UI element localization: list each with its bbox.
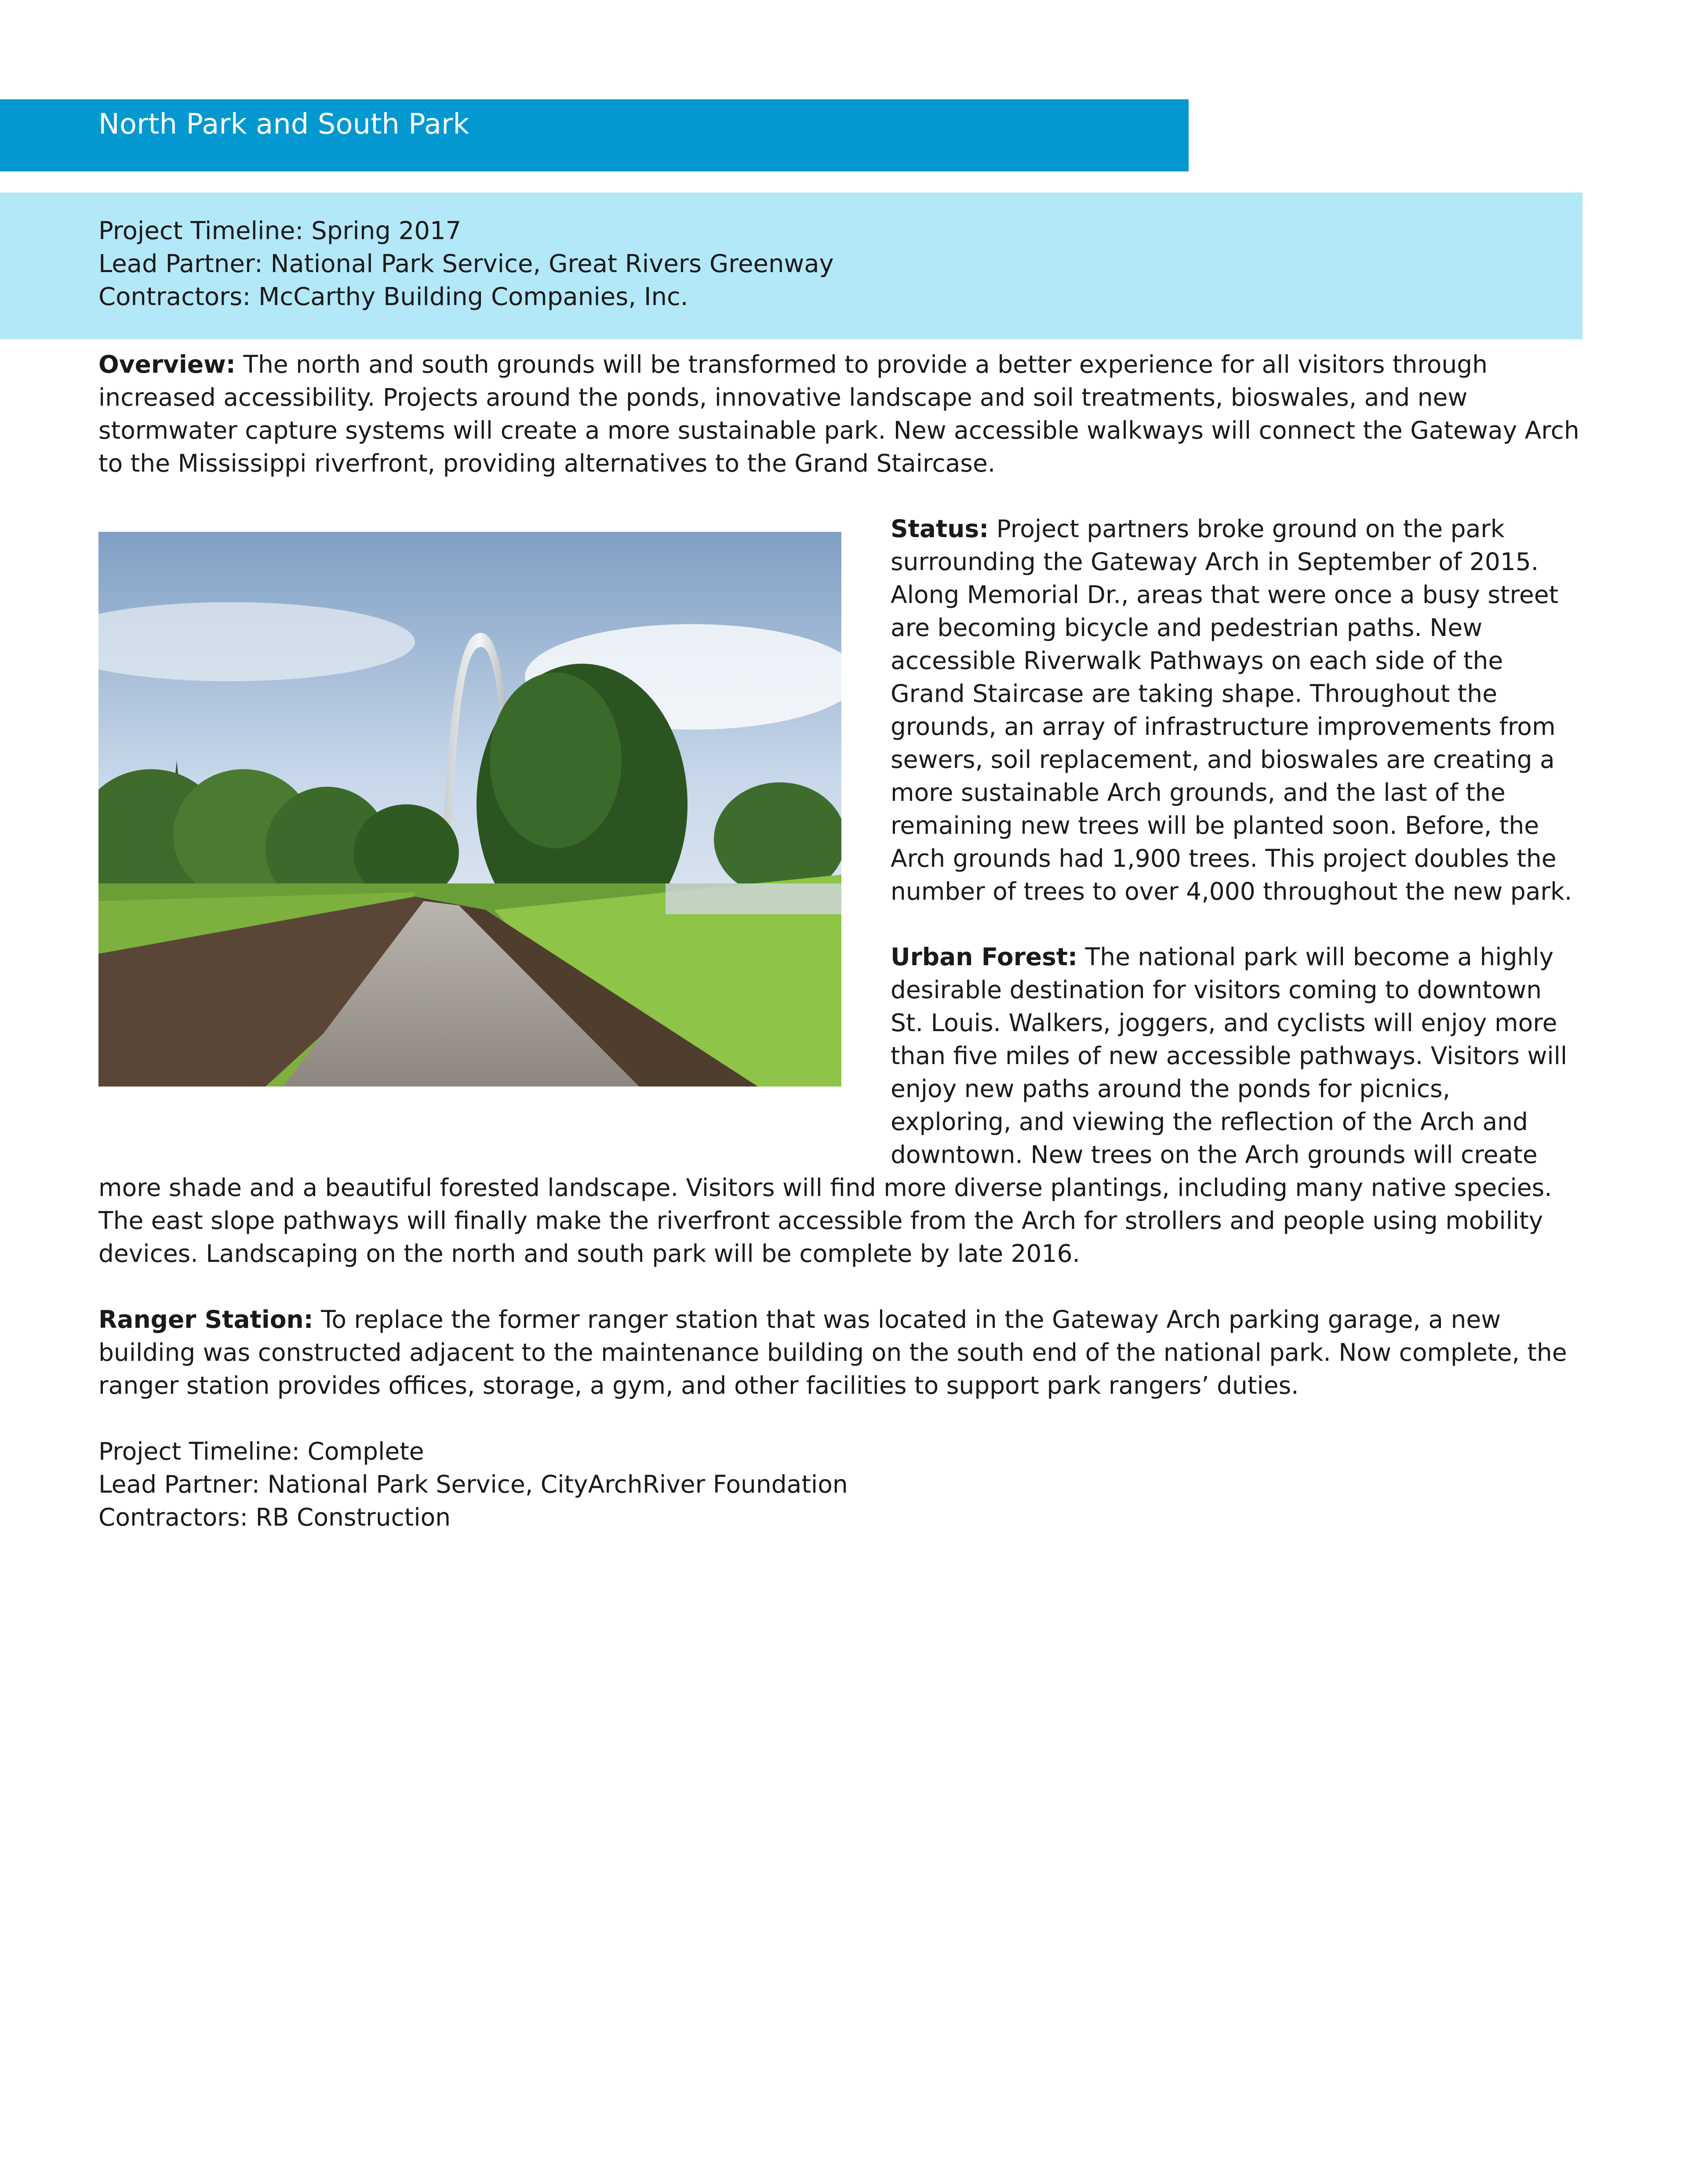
ranger-station-text: To replace the former ranger station that was located in the Gateway Arch parking garage, a new building was constructed adjacent to the maintenance building on the south end of the national park. Now complete, the ranger station provides offices, storage, a gym, and other facilities to support park rangers’ duties. xyxy=(98,1305,1567,1399)
project-info xyxy=(98,214,834,313)
ranger-project-timeline: Project Timeline: Complete xyxy=(98,1437,424,1465)
urban-forest-label: Urban Forest: xyxy=(891,943,1078,971)
ranger-station-label: Ranger Station: xyxy=(98,1305,313,1334)
section-title-band xyxy=(0,99,1189,171)
ranger-station-paragraph xyxy=(98,1303,1584,1402)
project-info-band xyxy=(0,193,1582,339)
urban-forest-text: The national park will become a highly desirable destination for visitors coming to downtown St. Louis. Walkers, joggers, and cyclists will enjoy more than five miles of new accessible pathways. Visitors will enjoy new paths around the ponds for picnics, exploring, and viewing the reflection of the Arch and downtown. New trees on the Arch grounds will create xyxy=(891,943,1568,1169)
urban-forest-paragraph xyxy=(891,941,1576,1171)
project-timeline: Project Timeline: Spring 2017 xyxy=(98,217,462,245)
overview-text: The north and south grounds will be transformed to provide a better experience for all visitors through increased accessibility. Projects around the ponds, innovative landscape and soil treatments, bioswales, and new stormwater capture systems will create a more sustainable park. New accessible walkways will connect the Gateway Arch to the Mississippi riverfront, providing alternatives to the Grand Staircase. xyxy=(98,350,1579,477)
ranger-lead-partner: Lead Partner: National Park Service, CityArchRiver Foundation xyxy=(98,1470,848,1498)
gateway-arch-photo xyxy=(98,532,841,1087)
status-paragraph xyxy=(891,512,1576,908)
status-text: Project partners broke ground on the park surrounding the Gateway Arch in September of 2015. Along Memorial Dr., areas that were once a busy street are becoming bicycle and pedestrian paths. New accessible Riverwalk Pathways on each side of the Grand Staircase are taking shape. Throughout the grounds, an array of infrastructure improvements from sewers, soil replacement, and bioswales are creating a more sustainable Arch grounds, and the last of the remaining new trees will be planted soon. Before, the Arch grounds had 1,900 trees. This project doubles the number of trees to over 4,000 throughout the new park. xyxy=(891,515,1572,905)
urban-forest-continued: more shade and a beautiful forested landscape. Visitors will find more diverse plantings, including many native species. The east slope pathways will finally make the riverfront accessible from the Arch for strollers and people using mobility devices. Landscaping on the north and south park will be complete by late 2016. xyxy=(98,1174,1552,1268)
lead-partner: Lead Partner: National Park Service, Great Rivers Greenway xyxy=(98,250,834,278)
contractors: Contractors: McCarthy Building Companies, Inc. xyxy=(98,283,688,311)
section-title: North Park and South Park xyxy=(98,108,469,141)
ranger-contractors: Contractors: RB Construction xyxy=(98,1503,451,1531)
status-label: Status: xyxy=(891,515,989,543)
ranger-project-info xyxy=(98,1435,1584,1534)
overview-label: Overview: xyxy=(98,350,236,378)
overview-paragraph xyxy=(98,348,1584,480)
